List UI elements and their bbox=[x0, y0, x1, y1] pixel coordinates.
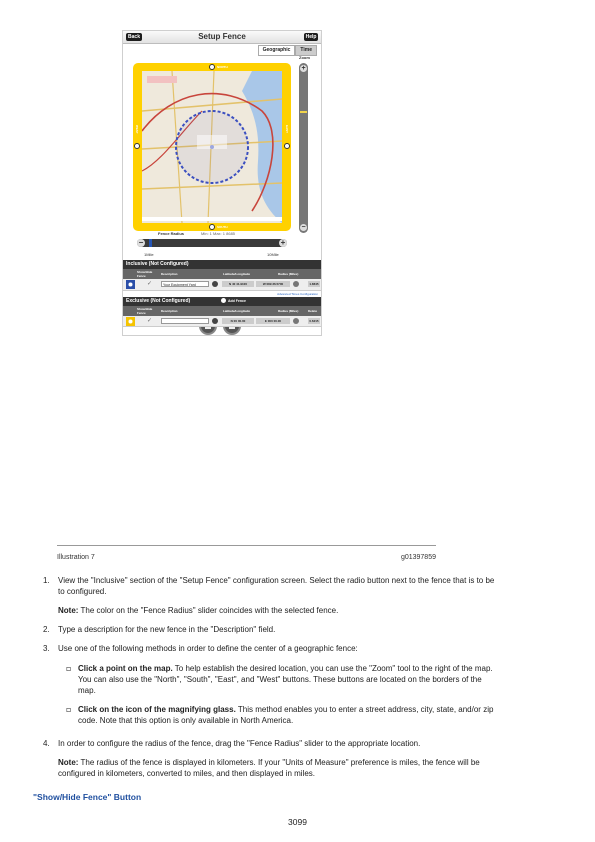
magnifying-glass-icon[interactable] bbox=[293, 281, 299, 287]
east-button[interactable] bbox=[284, 143, 290, 149]
col-delete: Delete bbox=[308, 309, 318, 313]
setup-fence-screenshot bbox=[122, 30, 322, 336]
step-number-4: 4. bbox=[43, 739, 50, 748]
zoom-slider[interactable] bbox=[299, 63, 308, 233]
note-1 bbox=[58, 605, 338, 616]
west-label: WEST bbox=[135, 125, 139, 134]
inclusive-column-headers bbox=[123, 269, 321, 279]
bullet-1-bold: Click a point on the map. bbox=[78, 664, 173, 673]
note-1-text: The color on the "Fence Radius" slider coincides with the selected fence. bbox=[78, 606, 339, 615]
tab-time[interactable]: Time bbox=[295, 45, 317, 56]
bullet-icon: ▫ bbox=[66, 705, 72, 714]
help-button[interactable]: Help bbox=[305, 34, 317, 40]
step-4-text: In order to configure the radius of the fence, drag the "Fence Radius" slider to the appropriate location. bbox=[58, 739, 421, 748]
exclusive-radio-button[interactable] bbox=[126, 317, 135, 326]
note-2 bbox=[58, 757, 480, 768]
description-field[interactable]: Your Equipment Yard bbox=[161, 281, 209, 287]
bullet-2-line-2: code. Note that this option is only available in North America. bbox=[78, 716, 294, 725]
longitude-field[interactable]: W 089 36.5700 bbox=[256, 281, 290, 287]
zoom-in-button[interactable]: + bbox=[301, 65, 306, 72]
step-3-text: Use one of the following methods in order to define the center of a geographic fence: bbox=[58, 644, 358, 653]
inclusive-fence-row bbox=[123, 279, 321, 291]
graphic-number: g01397859 bbox=[400, 554, 436, 561]
col-show-hide: Show/Hide Fence bbox=[137, 270, 153, 278]
section-title: "Show/Hide Fence" Button bbox=[33, 792, 142, 802]
exclusive-header bbox=[123, 297, 321, 306]
bullet-2-bold: Click on the icon of the magnifying glass. bbox=[78, 705, 236, 714]
locate-icon[interactable] bbox=[212, 318, 218, 324]
col-radius: Radius (Miles) bbox=[278, 272, 299, 276]
fence-radius-label: Fence Radius bbox=[158, 231, 185, 236]
bullet-2-text: This method enables you to enter a street address, city, state, and/or zip bbox=[235, 705, 494, 714]
zoom-level-indicator bbox=[300, 111, 307, 113]
screen-title: Setup Fence bbox=[198, 32, 246, 41]
south-label: SOUTH bbox=[217, 225, 228, 229]
radius-decrease-button[interactable]: − bbox=[138, 238, 144, 247]
note-2-text: The radius of the fence is displayed in kilometers. If your "Units of Measure" preference is miles, the fence will be bbox=[78, 758, 480, 767]
exclusive-fence-row bbox=[123, 316, 321, 327]
bullet-1-line-3: map. bbox=[78, 686, 96, 695]
step-number-1: 1. bbox=[43, 576, 50, 585]
col-lat-long: Latitude/Longitude bbox=[223, 272, 250, 276]
radius-field[interactable]: 0.6215 bbox=[309, 319, 319, 323]
zoom-out-button[interactable]: − bbox=[301, 224, 306, 231]
exclusive-column-headers bbox=[123, 306, 321, 316]
west-button[interactable] bbox=[134, 143, 140, 149]
map-frame bbox=[133, 63, 291, 231]
step-2-text: Type a description for the new fence in the "Description" field. bbox=[58, 625, 276, 634]
title-bar bbox=[123, 31, 321, 44]
exclusive-header-label: Exclusive (Not Configured) bbox=[126, 298, 191, 304]
locate-icon[interactable] bbox=[212, 281, 218, 287]
inclusive-header: Inclusive (Not Configured) bbox=[123, 260, 321, 269]
step-1-text-continued: to configured. bbox=[58, 587, 107, 596]
fence-radius-range: Min: 1 Max: 1 8685 bbox=[201, 231, 236, 236]
slider-min-label: 1Mile bbox=[144, 252, 154, 257]
longitude-field[interactable]: E 000 00.00 bbox=[256, 318, 290, 324]
note-2-label: Note: bbox=[58, 758, 79, 767]
illustration-caption: Illustration 7 bbox=[57, 554, 95, 561]
fence-radius-slider[interactable] bbox=[137, 239, 287, 247]
col-lat-long: Latitude/Longitude bbox=[223, 309, 250, 313]
note-2-line-2: configured in kilometers, converted to miles, and then displayed in miles. bbox=[58, 769, 316, 778]
col-description: Description bbox=[161, 272, 178, 276]
note-1-label: Note: bbox=[58, 606, 79, 615]
bullet-1-line-2: You can also use the "North", "South", "East", and "West" buttons. These buttons are located on the borders of the bbox=[78, 675, 482, 684]
back-button[interactable]: Back bbox=[126, 33, 142, 41]
tab-bar bbox=[258, 45, 317, 54]
north-label: NORTH bbox=[217, 65, 228, 69]
advanced-times-link[interactable]: Advanced Times Configuration bbox=[277, 292, 318, 296]
caption-rule bbox=[57, 545, 436, 546]
magnifying-glass-icon[interactable] bbox=[293, 318, 299, 324]
radius-slider-thumb[interactable] bbox=[149, 239, 152, 247]
slider-max-label: 10Mile bbox=[267, 252, 279, 257]
north-button[interactable] bbox=[209, 64, 215, 70]
col-description: Description bbox=[161, 309, 178, 313]
radius-increase-button[interactable]: + bbox=[280, 238, 286, 247]
zoom-label: Zoom bbox=[299, 55, 310, 60]
map-graphic bbox=[142, 71, 282, 223]
fence-radio-button[interactable] bbox=[126, 280, 135, 289]
bullet-1 bbox=[78, 663, 493, 674]
step-1-text: View the "Inclusive" section of the "Setup Fence" configuration screen. Select the radio button next to the fence that is to be bbox=[58, 576, 495, 585]
radius-field[interactable]: 1.8645 bbox=[309, 282, 319, 286]
add-fence-button[interactable]: Add Fence bbox=[221, 297, 246, 306]
bullet-1-text: To help establish the desired location, you can use the "Zoom" tool to the right of the map. bbox=[172, 664, 493, 673]
show-hide-check-icon[interactable]: ✓ bbox=[147, 317, 153, 324]
col-show-hide: Show/Hide Fence bbox=[137, 307, 153, 315]
latitude-field[interactable]: N 40 41.9100 bbox=[222, 281, 254, 287]
step-number-2: 2. bbox=[43, 625, 50, 634]
map-view[interactable] bbox=[142, 71, 282, 223]
east-label: EAST bbox=[285, 125, 289, 134]
col-radius: Radius (Miles) bbox=[278, 309, 299, 313]
bullet-2 bbox=[78, 704, 493, 715]
south-button[interactable] bbox=[209, 224, 215, 230]
page-number: 3099 bbox=[288, 817, 307, 827]
latitude-field[interactable]: N 00 00.00 bbox=[222, 318, 254, 324]
show-hide-check-icon[interactable]: ✓ bbox=[147, 280, 153, 287]
tab-geographic[interactable]: Geographic bbox=[258, 45, 296, 56]
description-field[interactable] bbox=[161, 318, 209, 324]
step-number-3: 3. bbox=[43, 644, 50, 653]
bullet-icon: ▫ bbox=[66, 664, 72, 673]
